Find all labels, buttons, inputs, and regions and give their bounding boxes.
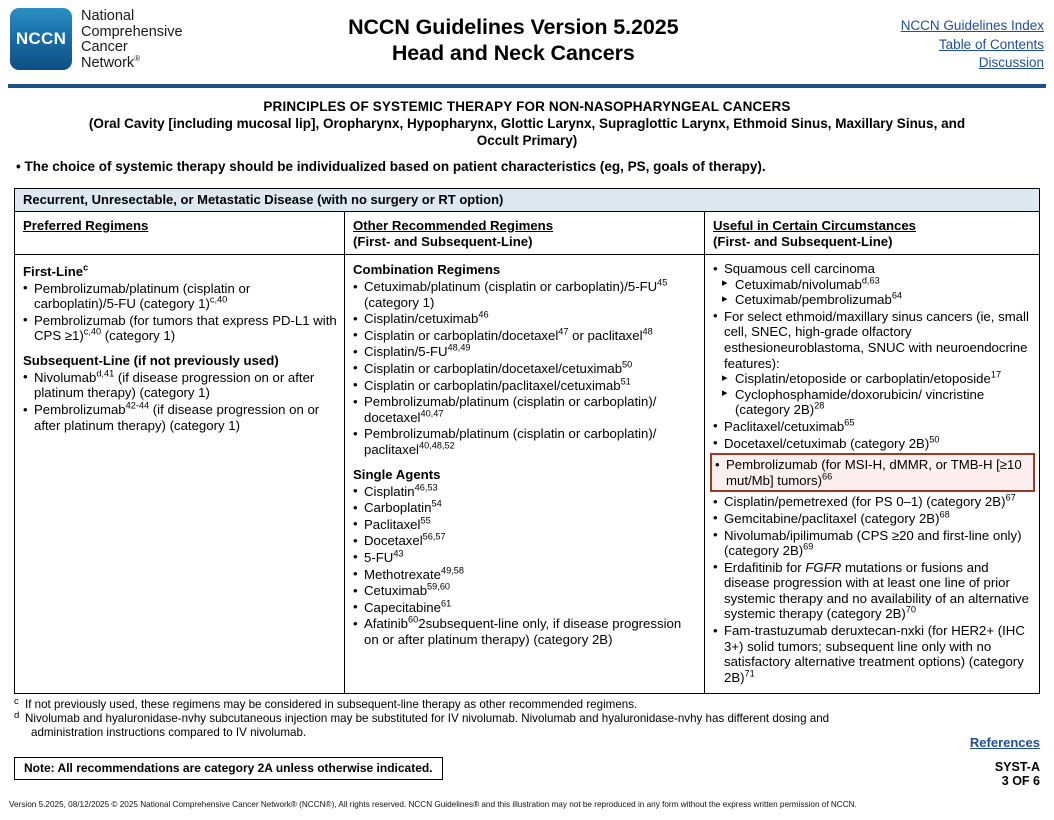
column-1-heading: Preferred Regimens [23, 218, 149, 233]
list-item: • For select ethmoid/maxillary sinus cancers (ie, small cell, SNEC, high-grade olfactory esthesioneuroblastoma, SNUC with neuroendocrine features): [713, 309, 1032, 371]
list-item: ▸ Cisplatin/etoposide or carboplatin/etoposide$^{17}$ [713, 371, 1032, 387]
section-title [0, 98, 1054, 149]
first-line-list [23, 281, 337, 344]
section-title-line-1: PRINCIPLES OF SYSTEMIC THERAPY FOR NON-NASOPHARYNGEAL CANCERS [263, 99, 791, 114]
org-line-4: Network® [81, 53, 141, 71]
sinus-cancers-list [713, 309, 1032, 371]
list-item: • Cetuximab$^{59,60}$ [353, 583, 697, 599]
org-line-2: Comprehensive [81, 23, 183, 40]
footnote-d [14, 712, 1040, 739]
section-title-line-2: (Oral Cavity [including mucosal lip], Oropharynx, Hypopharynx, Glottic Larynx, Supraglottic Larynx, Ethmoid Sinus, Maxillary Sinus, and [88, 116, 966, 131]
list-item: • Gemcitabine/paclitaxel (category 2B)$^{68}$ [713, 511, 1032, 527]
footnote-text-continued: administration instructions compared to IV nivolumab. [31, 725, 307, 739]
column-2-heading-divider [345, 254, 704, 255]
column-preferred-regimens [15, 212, 345, 693]
list-item: • Cisplatin or carboplatin/docetaxel/cetuximab$^{50}$ [353, 361, 697, 377]
list-item: • Cetuximab/platinum (cisplatin or carboplatin)/5-FU$^{45}$ (category 1) [353, 279, 697, 310]
column-other-recommended-regimens [345, 212, 705, 693]
table-header-row: Recurrent, Unresectable, or Metastatic Disease (with no surgery or RT option) [15, 189, 1039, 212]
list-item: ▸ Cetuximab/pembrolizumab$^{64}$ [713, 292, 1032, 308]
page-identifier [995, 760, 1040, 788]
list-item: • Pembrolizumab (for MSI-H, dMMR, or TMB-H [≥10 mut/Mb] tumors)$^{66}$ [715, 457, 1030, 488]
list-item: • Pembrolizumab/platinum (cisplatin or carboplatin)/5-FU (category 1)$^{c,40}$ [23, 281, 337, 312]
page-title-line-2: Head and Neck Cancers [391, 41, 635, 65]
useful-list-before-highlight [713, 419, 1032, 451]
list-item: • Pembrolizumab/platinum (cisplatin or carboplatin)/ paclitaxel$^{40,48,52}$ [353, 426, 697, 457]
page-header [0, 0, 1054, 82]
list-item: • Carboplatin$^{54}$ [353, 500, 697, 516]
list-item: • Fam-trastuzumab deruxtecan-nxki (for HER2+ (IHC 3+) solid tumors; subsequent line only with no satisfactory alternative treatment options) (category 2B)$^{71}$ [713, 623, 1032, 685]
footnotes [14, 698, 1040, 739]
list-item: • Cisplatin/cetuximab$^{46}$ [353, 311, 697, 327]
subheading-subsequent-line: Subsequent-Line (if not previously used) [23, 352, 279, 368]
footnote-text: Nivolumab and hyaluronidase-nvhy subcutaneous injection may be substituted for IV nivolumab. Nivolumab and hyaluronidase-nvhy has different dosing and [25, 712, 830, 726]
sinus-sublist [713, 371, 1032, 418]
list-item: • Paclitaxel$^{55}$ [353, 517, 697, 533]
list-item: • Erdafitinib for FGFR mutations or fusions and disease progression with at least one line of prior systemic therapy and no availability of an alternative systemic therapy (category 2B)$^{70}$ [713, 560, 1032, 622]
subheading-combination-regimens: Combination Regimens [353, 262, 501, 277]
list-item: • Pembrolizumab/platinum (cisplatin or carboplatin)/ docetaxel$^{40,47}$ [353, 394, 697, 425]
highlight-list [715, 457, 1030, 488]
header-links [834, 8, 1044, 73]
link-discussion[interactable]: Discussion [978, 55, 1044, 70]
footnote-c [14, 698, 1040, 712]
column-useful-in-certain-circumstances [705, 212, 1039, 693]
single-agents-list [353, 484, 697, 648]
list-item: • Nivolumab/ipilimumab (CPS ≥20 and first-line only) (category 2B)$^{69}$ [713, 528, 1032, 559]
lead-bullet-text: • The choice of systemic therapy should be individualized based on patient characteristics (eg, PS, goals of therapy). [16, 159, 766, 174]
list-item: • Cisplatin/5-FU$^{48,49}$ [353, 344, 697, 360]
list-item: • Methotrexate$^{49,58}$ [353, 567, 697, 583]
column-1-heading-divider [15, 254, 344, 255]
list-item: • 5-FU$^{43}$ [353, 550, 697, 566]
list-item: • Docetaxel$^{56,57}$ [353, 533, 697, 549]
scc-sublist [713, 277, 1032, 308]
list-item: • Capecitabine$^{61}$ [353, 600, 697, 616]
nccn-logo-text: NCCN [15, 29, 67, 48]
section-title-line-3: Occult Primary) [476, 133, 578, 148]
subheading-single-agents: Single Agents [353, 466, 441, 482]
list-item: • Cisplatin/pemetrexed (for PS 0–1) (category 2B)$^{67}$ [713, 494, 1032, 510]
subheading-first-line: First-Line$^c$ [23, 262, 89, 279]
subsequent-line-list [23, 370, 337, 433]
link-nccn-guidelines-index[interactable]: NCCN Guidelines Index [900, 18, 1044, 33]
list-item: • Pembrolizumab (for tumors that express PD-L1 with CPS ≥1)$^{c,40}$ (category 1) [23, 313, 337, 344]
column-3-heading-divider [705, 254, 1039, 255]
regimens-table [14, 188, 1040, 694]
list-item: • Cisplatin$^{46,53}$ [353, 484, 697, 500]
copyright-notice: Version 5.2025, 08/12/2025 © 2025 National Comprehensive Cancer Network® (NCCN®), All rights reserved. NCCN Guidelines® and this illustration may not be reproduced in any form without the express written permission of NCCN. [9, 800, 857, 809]
header-divider [8, 84, 1046, 88]
list-item: • Docetaxel/cetuximab (category 2B)$^{50}$ [713, 436, 1032, 452]
nccn-logo [10, 8, 183, 71]
list-item: ▸ Cetuximab/nivolumab$^{d,63}$ [713, 277, 1032, 293]
footnote-marker: d [14, 710, 20, 722]
list-item: • Pembrolizumab$^{42-44}$ (if disease progression on or after platinum therapy) (category 1) [23, 402, 337, 433]
org-line-3: Cancer [81, 39, 128, 55]
column-2-heading: Other Recommended Regimens (First- and Subsequent-Line) [353, 218, 554, 249]
note-box: Note: All recommendations are category 2A unless otherwise indicated. [14, 757, 443, 780]
page-title-line-1: NCCN Guidelines Version 5.2025 [348, 15, 679, 39]
list-item: • Afatinib$^{60}$2subsequent-line only, if disease progression on or after platinum therapy) (category 2B) [353, 616, 697, 647]
page-code: SYST-A [994, 760, 1040, 774]
page-title [183, 8, 834, 66]
list-item: • Nivolumab$^{d,41}$ (if disease progression on or after platinum therapy) (category 1) [23, 370, 337, 401]
footnote-marker: c [14, 696, 19, 708]
useful-list-after-highlight [713, 494, 1032, 685]
list-item: • Cisplatin or carboplatin/paclitaxel/cetuximab$^{51}$ [353, 378, 697, 394]
references-link[interactable]: References [969, 735, 1040, 750]
nccn-org-name [81, 8, 183, 71]
highlighted-pembrolizumab-item[interactable] [710, 453, 1035, 492]
combination-regimens-list [353, 279, 697, 458]
list-item: • Squamous cell carcinoma [713, 261, 1032, 277]
footnote-text: If not previously used, these regimens may be considered in subsequent-line therapy as other recommended regimens. [25, 698, 638, 712]
nccn-logo-mark [10, 8, 72, 70]
list-item: ▸ Cyclophosphamide/doxorubicin/ vincristine (category 2B)$^{28}$ [713, 387, 1032, 418]
list-item: • Cisplatin or carboplatin/docetaxel$^{47}$ or paclitaxel$^{48}$ [353, 328, 697, 344]
page-number: 3 OF 6 [1001, 774, 1040, 788]
list-item: • Paclitaxel/cetuximab$^{65}$ [713, 419, 1032, 435]
column-3-heading: Useful in Certain Circumstances (First- and Subsequent-Line) [713, 218, 917, 249]
link-table-of-contents[interactable]: Table of Contents [938, 36, 1044, 52]
org-line-1: National [81, 8, 135, 24]
